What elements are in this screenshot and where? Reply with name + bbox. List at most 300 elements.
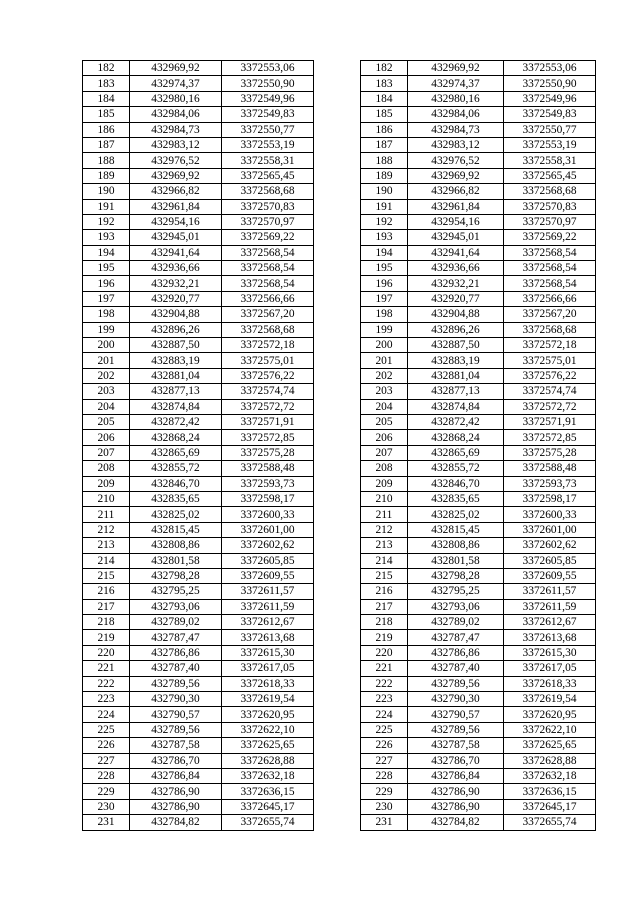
- column-separator: [314, 107, 361, 122]
- right-point-number-cell: 221: [361, 661, 408, 676]
- left-y-coordinate-cell: 3372612,67: [222, 615, 314, 630]
- table-row: [83, 507, 596, 522]
- right-y-coordinate-cell: 3372571,91: [504, 414, 596, 429]
- left-y-coordinate-cell: 3372568,68: [222, 184, 314, 199]
- table-row: [83, 230, 596, 245]
- table-row: [83, 384, 596, 399]
- right-x-coordinate-cell: 432865,69: [408, 445, 504, 460]
- left-y-coordinate-cell: 3372572,18: [222, 338, 314, 353]
- left-point-number-cell: 229: [83, 784, 130, 799]
- column-separator: [314, 368, 361, 383]
- right-point-number-cell: 224: [361, 707, 408, 722]
- right-point-number-cell: 209: [361, 476, 408, 491]
- right-y-coordinate-cell: 3372568,54: [504, 245, 596, 260]
- right-x-coordinate-cell: 432790,30: [408, 692, 504, 707]
- column-separator: [314, 615, 361, 630]
- right-y-coordinate-cell: 3372620,95: [504, 707, 596, 722]
- left-y-coordinate-cell: 3372576,22: [222, 368, 314, 383]
- left-point-number-cell: 193: [83, 230, 130, 245]
- right-point-number-cell: 197: [361, 291, 408, 306]
- left-y-coordinate-cell: 3372549,96: [222, 91, 314, 106]
- right-point-number-cell: 229: [361, 784, 408, 799]
- left-x-coordinate-cell: 432969,92: [130, 61, 222, 76]
- left-y-coordinate-cell: 3372609,55: [222, 568, 314, 583]
- left-x-coordinate-cell: 432786,84: [130, 768, 222, 783]
- column-separator: [314, 261, 361, 276]
- left-point-number-cell: 196: [83, 276, 130, 291]
- right-point-number-cell: 205: [361, 414, 408, 429]
- table-row: [83, 291, 596, 306]
- table-row: [83, 522, 596, 537]
- column-separator: [314, 584, 361, 599]
- right-y-coordinate-cell: 3372572,72: [504, 399, 596, 414]
- right-y-coordinate-cell: 3372636,15: [504, 784, 596, 799]
- right-x-coordinate-cell: 432932,21: [408, 276, 504, 291]
- column-separator: [314, 568, 361, 583]
- right-y-coordinate-cell: 3372613,68: [504, 630, 596, 645]
- left-x-coordinate-cell: 432784,82: [130, 815, 222, 830]
- left-x-coordinate-cell: 432786,70: [130, 753, 222, 768]
- table-row: [83, 722, 596, 737]
- right-y-coordinate-cell: 3372568,68: [504, 184, 596, 199]
- left-x-coordinate-cell: 432855,72: [130, 461, 222, 476]
- right-y-coordinate-cell: 3372611,57: [504, 584, 596, 599]
- column-separator: [314, 353, 361, 368]
- left-x-coordinate-cell: 432808,86: [130, 538, 222, 553]
- column-separator: [314, 184, 361, 199]
- left-y-coordinate-cell: 3372618,33: [222, 676, 314, 691]
- left-y-coordinate-cell: 3372655,74: [222, 815, 314, 830]
- left-y-coordinate-cell: 3372613,68: [222, 630, 314, 645]
- right-x-coordinate-cell: 432961,84: [408, 199, 504, 214]
- table-row: [83, 784, 596, 799]
- column-separator: [314, 799, 361, 814]
- column-separator: [314, 384, 361, 399]
- left-y-coordinate-cell: 3372598,17: [222, 491, 314, 506]
- left-x-coordinate-cell: 432896,26: [130, 322, 222, 337]
- left-y-coordinate-cell: 3372550,90: [222, 76, 314, 91]
- table-row: [83, 584, 596, 599]
- column-separator: [314, 91, 361, 106]
- column-separator: [314, 522, 361, 537]
- left-point-number-cell: 206: [83, 430, 130, 445]
- left-x-coordinate-cell: 432980,16: [130, 91, 222, 106]
- column-separator: [314, 476, 361, 491]
- right-point-number-cell: 188: [361, 153, 408, 168]
- table-row: [83, 168, 596, 183]
- left-x-coordinate-cell: 432983,12: [130, 137, 222, 152]
- column-separator: [314, 168, 361, 183]
- left-x-coordinate-cell: 432932,21: [130, 276, 222, 291]
- left-x-coordinate-cell: 432798,28: [130, 568, 222, 583]
- right-x-coordinate-cell: 432954,16: [408, 214, 504, 229]
- column-separator: [314, 76, 361, 91]
- column-separator: [314, 153, 361, 168]
- right-y-coordinate-cell: 3372575,28: [504, 445, 596, 460]
- table-row: [83, 245, 596, 260]
- left-y-coordinate-cell: 3372615,30: [222, 645, 314, 660]
- left-y-coordinate-cell: 3372625,65: [222, 738, 314, 753]
- table-row: [83, 815, 596, 830]
- left-point-number-cell: 197: [83, 291, 130, 306]
- right-x-coordinate-cell: 432786,90: [408, 799, 504, 814]
- table-row: [83, 615, 596, 630]
- column-separator: [314, 461, 361, 476]
- left-point-number-cell: 201: [83, 353, 130, 368]
- table-row: [83, 476, 596, 491]
- column-separator: [314, 507, 361, 522]
- left-point-number-cell: 194: [83, 245, 130, 260]
- table-row: [83, 199, 596, 214]
- right-x-coordinate-cell: 432983,12: [408, 137, 504, 152]
- left-x-coordinate-cell: 432795,25: [130, 584, 222, 599]
- left-x-coordinate-cell: 432815,45: [130, 522, 222, 537]
- right-point-number-cell: 185: [361, 107, 408, 122]
- column-separator: [314, 414, 361, 429]
- column-separator: [314, 307, 361, 322]
- right-y-coordinate-cell: 3372625,65: [504, 738, 596, 753]
- right-x-coordinate-cell: 432793,06: [408, 599, 504, 614]
- right-point-number-cell: 190: [361, 184, 408, 199]
- left-point-number-cell: 195: [83, 261, 130, 276]
- left-x-coordinate-cell: 432881,04: [130, 368, 222, 383]
- left-y-coordinate-cell: 3372628,88: [222, 753, 314, 768]
- column-separator: [314, 707, 361, 722]
- right-x-coordinate-cell: 432846,70: [408, 476, 504, 491]
- right-point-number-cell: 199: [361, 322, 408, 337]
- left-y-coordinate-cell: 3372572,72: [222, 399, 314, 414]
- left-y-coordinate-cell: 3372570,83: [222, 199, 314, 214]
- table-row: [83, 414, 596, 429]
- left-point-number-cell: 207: [83, 445, 130, 460]
- right-y-coordinate-cell: 3372553,19: [504, 137, 596, 152]
- right-x-coordinate-cell: 432936,66: [408, 261, 504, 276]
- right-x-coordinate-cell: 432868,24: [408, 430, 504, 445]
- table-row: [83, 307, 596, 322]
- table-row: [83, 538, 596, 553]
- left-y-coordinate-cell: 3372620,95: [222, 707, 314, 722]
- left-y-coordinate-cell: 3372617,05: [222, 661, 314, 676]
- left-point-number-cell: 215: [83, 568, 130, 583]
- left-x-coordinate-cell: 432936,66: [130, 261, 222, 276]
- left-x-coordinate-cell: 432966,82: [130, 184, 222, 199]
- right-y-coordinate-cell: 3372570,83: [504, 199, 596, 214]
- column-separator: [314, 322, 361, 337]
- left-x-coordinate-cell: 432790,30: [130, 692, 222, 707]
- column-separator: [314, 245, 361, 260]
- table-row: [83, 214, 596, 229]
- left-x-coordinate-cell: 432974,37: [130, 76, 222, 91]
- right-x-coordinate-cell: 432887,50: [408, 338, 504, 353]
- right-y-coordinate-cell: 3372550,90: [504, 76, 596, 91]
- left-y-coordinate-cell: 3372588,48: [222, 461, 314, 476]
- left-y-coordinate-cell: 3372549,83: [222, 107, 314, 122]
- table-row: [83, 707, 596, 722]
- right-point-number-cell: 189: [361, 168, 408, 183]
- right-point-number-cell: 211: [361, 507, 408, 522]
- right-y-coordinate-cell: 3372632,18: [504, 768, 596, 783]
- right-point-number-cell: 228: [361, 768, 408, 783]
- left-x-coordinate-cell: 432874,84: [130, 399, 222, 414]
- right-x-coordinate-cell: 432980,16: [408, 91, 504, 106]
- right-point-number-cell: 217: [361, 599, 408, 614]
- left-x-coordinate-cell: 432976,52: [130, 153, 222, 168]
- table-row: [83, 399, 596, 414]
- right-x-coordinate-cell: 432974,37: [408, 76, 504, 91]
- left-point-number-cell: 217: [83, 599, 130, 614]
- left-y-coordinate-cell: 3372602,62: [222, 538, 314, 553]
- right-point-number-cell: 225: [361, 722, 408, 737]
- left-point-number-cell: 188: [83, 153, 130, 168]
- left-point-number-cell: 212: [83, 522, 130, 537]
- right-x-coordinate-cell: 432877,13: [408, 384, 504, 399]
- coordinates-table-body: [83, 61, 596, 831]
- right-point-number-cell: 182: [361, 61, 408, 76]
- right-y-coordinate-cell: 3372628,88: [504, 753, 596, 768]
- right-x-coordinate-cell: 432835,65: [408, 491, 504, 506]
- table-row: [83, 61, 596, 76]
- left-x-coordinate-cell: 432872,42: [130, 414, 222, 429]
- left-point-number-cell: 230: [83, 799, 130, 814]
- column-separator: [314, 430, 361, 445]
- table-row: [83, 461, 596, 476]
- right-point-number-cell: 208: [361, 461, 408, 476]
- column-separator: [314, 553, 361, 568]
- left-y-coordinate-cell: 3372568,54: [222, 276, 314, 291]
- right-y-coordinate-cell: 3372558,31: [504, 153, 596, 168]
- column-separator: [314, 122, 361, 137]
- column-separator: [314, 676, 361, 691]
- left-y-coordinate-cell: 3372636,15: [222, 784, 314, 799]
- left-x-coordinate-cell: 432887,50: [130, 338, 222, 353]
- right-x-coordinate-cell: 432969,92: [408, 168, 504, 183]
- right-point-number-cell: 207: [361, 445, 408, 460]
- right-x-coordinate-cell: 432966,82: [408, 184, 504, 199]
- table-row: [83, 645, 596, 660]
- right-point-number-cell: 187: [361, 137, 408, 152]
- right-y-coordinate-cell: 3372572,18: [504, 338, 596, 353]
- table-row: [83, 692, 596, 707]
- column-separator: [314, 753, 361, 768]
- right-y-coordinate-cell: 3372593,73: [504, 476, 596, 491]
- column-separator: [314, 338, 361, 353]
- left-y-coordinate-cell: 3372600,33: [222, 507, 314, 522]
- table-row: [83, 630, 596, 645]
- right-x-coordinate-cell: 432855,72: [408, 461, 504, 476]
- left-point-number-cell: 221: [83, 661, 130, 676]
- right-point-number-cell: 198: [361, 307, 408, 322]
- right-x-coordinate-cell: 432786,70: [408, 753, 504, 768]
- left-y-coordinate-cell: 3372553,06: [222, 61, 314, 76]
- table-row: [83, 184, 596, 199]
- table-row: [83, 568, 596, 583]
- right-point-number-cell: 193: [361, 230, 408, 245]
- right-x-coordinate-cell: 432787,47: [408, 630, 504, 645]
- table-row: [83, 137, 596, 152]
- table-row: [83, 353, 596, 368]
- right-y-coordinate-cell: 3372615,30: [504, 645, 596, 660]
- table-row: [83, 768, 596, 783]
- right-x-coordinate-cell: 432883,19: [408, 353, 504, 368]
- column-separator: [314, 291, 361, 306]
- left-y-coordinate-cell: 3372611,59: [222, 599, 314, 614]
- left-point-number-cell: 231: [83, 815, 130, 830]
- right-y-coordinate-cell: 3372617,05: [504, 661, 596, 676]
- left-y-coordinate-cell: 3372568,68: [222, 322, 314, 337]
- right-point-number-cell: 183: [361, 76, 408, 91]
- column-separator: [314, 692, 361, 707]
- right-point-number-cell: 186: [361, 122, 408, 137]
- right-y-coordinate-cell: 3372609,55: [504, 568, 596, 583]
- table-row: [83, 753, 596, 768]
- left-point-number-cell: 224: [83, 707, 130, 722]
- right-x-coordinate-cell: 432786,84: [408, 768, 504, 783]
- right-y-coordinate-cell: 3372600,33: [504, 507, 596, 522]
- right-y-coordinate-cell: 3372574,74: [504, 384, 596, 399]
- right-y-coordinate-cell: 3372565,45: [504, 168, 596, 183]
- table-row: [83, 799, 596, 814]
- left-point-number-cell: 182: [83, 61, 130, 76]
- left-x-coordinate-cell: 432789,02: [130, 615, 222, 630]
- right-y-coordinate-cell: 3372568,54: [504, 276, 596, 291]
- left-x-coordinate-cell: 432835,65: [130, 491, 222, 506]
- right-x-coordinate-cell: 432784,82: [408, 815, 504, 830]
- right-x-coordinate-cell: 432872,42: [408, 414, 504, 429]
- right-y-coordinate-cell: 3372569,22: [504, 230, 596, 245]
- right-x-coordinate-cell: 432789,56: [408, 722, 504, 737]
- right-y-coordinate-cell: 3372575,01: [504, 353, 596, 368]
- left-point-number-cell: 183: [83, 76, 130, 91]
- left-y-coordinate-cell: 3372619,54: [222, 692, 314, 707]
- right-point-number-cell: 213: [361, 538, 408, 553]
- left-point-number-cell: 213: [83, 538, 130, 553]
- right-y-coordinate-cell: 3372598,17: [504, 491, 596, 506]
- right-point-number-cell: 194: [361, 245, 408, 260]
- left-x-coordinate-cell: 432984,06: [130, 107, 222, 122]
- right-point-number-cell: 223: [361, 692, 408, 707]
- left-x-coordinate-cell: 432787,47: [130, 630, 222, 645]
- column-separator: [314, 768, 361, 783]
- left-y-coordinate-cell: 3372575,28: [222, 445, 314, 460]
- right-y-coordinate-cell: 3372553,06: [504, 61, 596, 76]
- left-point-number-cell: 225: [83, 722, 130, 737]
- column-separator: [314, 491, 361, 506]
- left-x-coordinate-cell: 432789,56: [130, 676, 222, 691]
- column-separator: [314, 137, 361, 152]
- table-row: [83, 76, 596, 91]
- left-x-coordinate-cell: 432787,58: [130, 738, 222, 753]
- right-x-coordinate-cell: 432969,92: [408, 61, 504, 76]
- right-y-coordinate-cell: 3372605,85: [504, 553, 596, 568]
- left-point-number-cell: 192: [83, 214, 130, 229]
- left-x-coordinate-cell: 432877,13: [130, 384, 222, 399]
- right-x-coordinate-cell: 432984,06: [408, 107, 504, 122]
- right-y-coordinate-cell: 3372550,77: [504, 122, 596, 137]
- table-row: [83, 338, 596, 353]
- right-x-coordinate-cell: 432976,52: [408, 153, 504, 168]
- left-point-number-cell: 220: [83, 645, 130, 660]
- right-point-number-cell: 212: [361, 522, 408, 537]
- right-x-coordinate-cell: 432798,28: [408, 568, 504, 583]
- left-x-coordinate-cell: 432920,77: [130, 291, 222, 306]
- coordinates-table: [82, 60, 596, 831]
- right-x-coordinate-cell: 432790,57: [408, 707, 504, 722]
- left-point-number-cell: 228: [83, 768, 130, 783]
- right-point-number-cell: 218: [361, 615, 408, 630]
- right-point-number-cell: 220: [361, 645, 408, 660]
- left-x-coordinate-cell: 432941,64: [130, 245, 222, 260]
- right-point-number-cell: 196: [361, 276, 408, 291]
- column-separator: [314, 538, 361, 553]
- left-x-coordinate-cell: 432786,90: [130, 799, 222, 814]
- left-x-coordinate-cell: 432954,16: [130, 214, 222, 229]
- column-separator: [314, 630, 361, 645]
- right-y-coordinate-cell: 3372576,22: [504, 368, 596, 383]
- right-x-coordinate-cell: 432808,86: [408, 538, 504, 553]
- right-point-number-cell: 192: [361, 214, 408, 229]
- right-y-coordinate-cell: 3372612,67: [504, 615, 596, 630]
- right-point-number-cell: 200: [361, 338, 408, 353]
- table-row: [83, 676, 596, 691]
- right-point-number-cell: 191: [361, 199, 408, 214]
- left-y-coordinate-cell: 3372605,85: [222, 553, 314, 568]
- column-separator: [314, 645, 361, 660]
- column-separator: [314, 599, 361, 614]
- right-x-coordinate-cell: 432896,26: [408, 322, 504, 337]
- left-x-coordinate-cell: 432789,56: [130, 722, 222, 737]
- left-point-number-cell: 216: [83, 584, 130, 599]
- left-y-coordinate-cell: 3372575,01: [222, 353, 314, 368]
- left-y-coordinate-cell: 3372601,00: [222, 522, 314, 537]
- column-separator: [314, 445, 361, 460]
- right-point-number-cell: 230: [361, 799, 408, 814]
- left-point-number-cell: 208: [83, 461, 130, 476]
- right-y-coordinate-cell: 3372570,97: [504, 214, 596, 229]
- left-y-coordinate-cell: 3372568,54: [222, 245, 314, 260]
- right-x-coordinate-cell: 432904,88: [408, 307, 504, 322]
- right-y-coordinate-cell: 3372645,17: [504, 799, 596, 814]
- left-y-coordinate-cell: 3372558,31: [222, 153, 314, 168]
- right-x-coordinate-cell: 432787,58: [408, 738, 504, 753]
- left-point-number-cell: 191: [83, 199, 130, 214]
- right-x-coordinate-cell: 432945,01: [408, 230, 504, 245]
- left-y-coordinate-cell: 3372593,73: [222, 476, 314, 491]
- right-point-number-cell: 206: [361, 430, 408, 445]
- left-point-number-cell: 202: [83, 368, 130, 383]
- right-point-number-cell: 216: [361, 584, 408, 599]
- right-x-coordinate-cell: 432801,58: [408, 553, 504, 568]
- right-point-number-cell: 195: [361, 261, 408, 276]
- left-y-coordinate-cell: 3372611,57: [222, 584, 314, 599]
- right-point-number-cell: 222: [361, 676, 408, 691]
- left-y-coordinate-cell: 3372567,20: [222, 307, 314, 322]
- column-separator: [314, 661, 361, 676]
- left-point-number-cell: 219: [83, 630, 130, 645]
- right-y-coordinate-cell: 3372601,00: [504, 522, 596, 537]
- right-y-coordinate-cell: 3372619,54: [504, 692, 596, 707]
- left-x-coordinate-cell: 432883,19: [130, 353, 222, 368]
- table-row: [83, 661, 596, 676]
- right-y-coordinate-cell: 3372622,10: [504, 722, 596, 737]
- left-point-number-cell: 218: [83, 615, 130, 630]
- left-point-number-cell: 189: [83, 168, 130, 183]
- right-y-coordinate-cell: 3372655,74: [504, 815, 596, 830]
- right-x-coordinate-cell: 432786,86: [408, 645, 504, 660]
- column-separator: [314, 199, 361, 214]
- left-x-coordinate-cell: 432825,02: [130, 507, 222, 522]
- right-x-coordinate-cell: 432795,25: [408, 584, 504, 599]
- column-separator: [314, 784, 361, 799]
